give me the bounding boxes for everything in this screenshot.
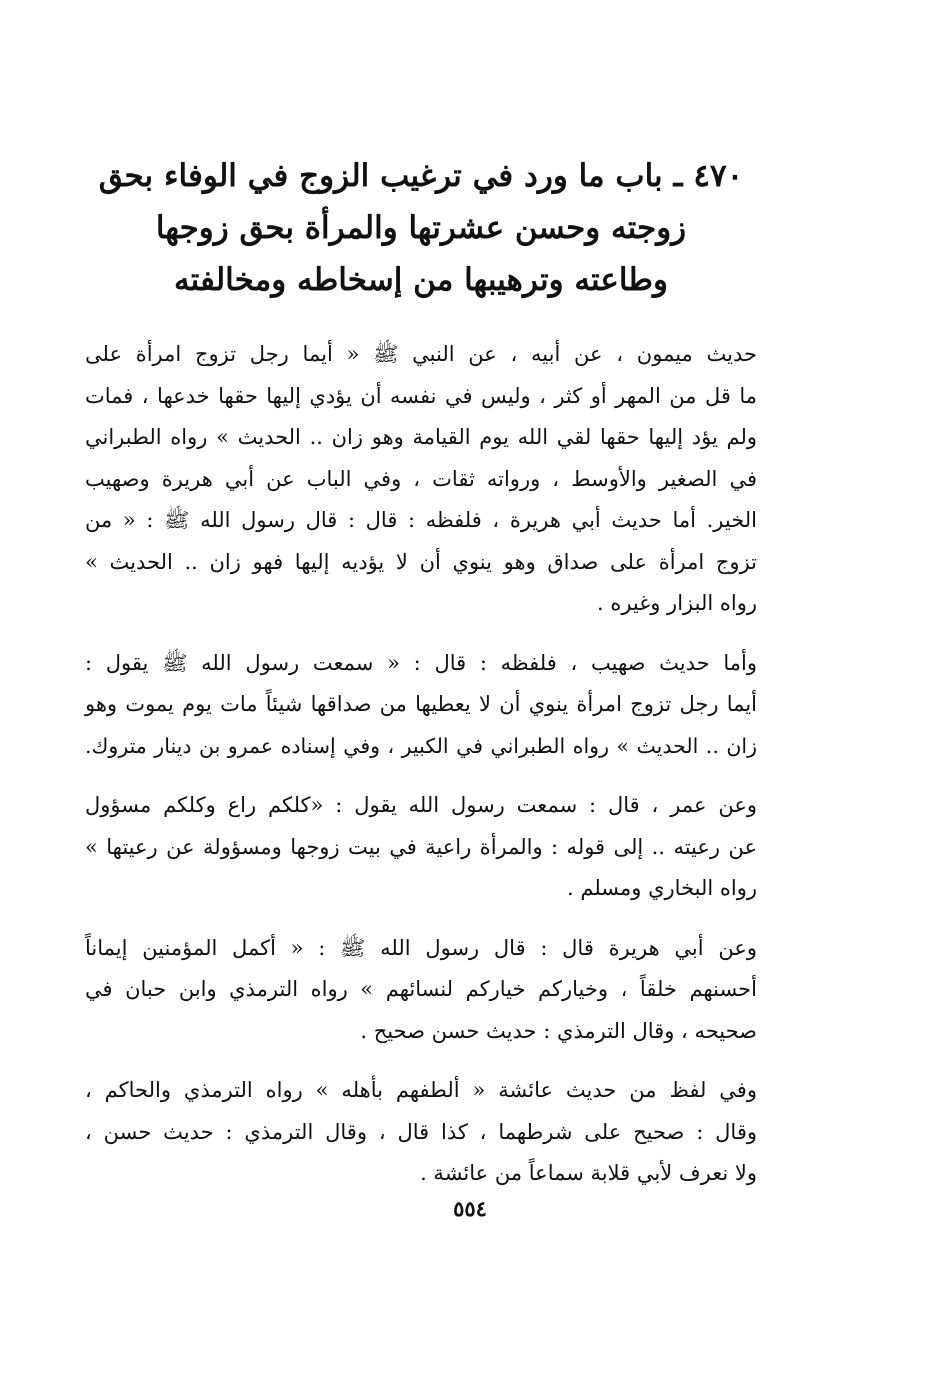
text-line: ما قل من المهر أو كثر ، وليس في نفسه أن يؤدي إليها حقها خدعها ، فمات xyxy=(85,383,757,408)
text-line: حديث ميمون ، عن أبيه ، عن النبي ﷺ « أيما رجل تزوج امرأة على xyxy=(85,342,757,366)
text-line: عن رعيته .. إلى قوله : والمرأة راعية في بيت زوجها ومسؤولة عن رعيتها » xyxy=(85,834,757,859)
text-line: تزوج امرأة على صداق وهو ينوي أن لا يؤديه إليها فهو زان .. الحديث » xyxy=(85,549,757,574)
text-line: وقال : صحيح على شرطهما ، كذا قال ، وقال الترمذي : حديث حسن ، xyxy=(85,1119,757,1144)
text-line: أيما رجل تزوج امرأة ينوي أن لا يعطيها من صداقها شيئاً مات يوم يموت وهو xyxy=(85,692,757,716)
hadith-paragraph-umar xyxy=(85,785,757,910)
hadith-paragraph-aisha xyxy=(85,1070,757,1195)
text-line: وفي لفظ من حديث عائشة « ألطفهم بأهله » رواه الترمذي والحاكم ، xyxy=(85,1078,757,1102)
text-line: صحيحه ، وقال الترمذي : حديث حسن صحيح . xyxy=(360,1018,757,1043)
text-line: ولم يؤد إليها حقها لقي الله يوم القيامة وهو زان .. الحديث » رواه الطبراني xyxy=(85,425,757,449)
chapter-title-line: وطاعته وترهيبها من إسخاطه ومخالفته xyxy=(174,262,668,298)
text-line: أحسنهم خلقاً ، وخياركم خياركم لنسائهم » رواه الترمذي وابن حبان في xyxy=(85,977,757,1001)
hadith-paragraph-suhaib xyxy=(85,643,757,768)
text-line: وأما حديث صهيب ، فلفظه : قال : « سمعت رسول الله ﷺ يقول : xyxy=(85,650,757,675)
book-page xyxy=(85,150,757,1213)
page-number: ٥٥٤ xyxy=(453,1196,487,1221)
text-line: زان .. الحديث » رواه الطبراني في الكبير ، وفي إسناده عمرو بن دينار متروك. xyxy=(85,733,757,758)
hadith-paragraph-maimun xyxy=(85,334,757,625)
hadith-paragraph-abu-hurayra xyxy=(85,928,757,1053)
text-line: وعن عمر ، قال : سمعت رسول الله يقول : «كلكم راع وكلكم مسؤول xyxy=(85,793,757,817)
text-line: رواه البزار وغيره . xyxy=(596,591,757,615)
text-line: الخير. أما حديث أبي هريرة ، فلفظه : قال : قال رسول الله ﷺ : « من xyxy=(85,508,757,532)
text-line: رواه البخاري ومسلم . xyxy=(567,876,757,900)
chapter-title xyxy=(85,150,757,306)
text-line: وعن أبي هريرة قال : قال رسول الله ﷺ : « أكمل المؤمنين إيماناً xyxy=(85,935,757,960)
text-line: ولا نعرف لأبي قلابة سماعاً من عائشة . xyxy=(420,1161,757,1185)
chapter-title-line: زوجته وحسن عشرتها والمرأة بحق زوجها xyxy=(155,210,687,246)
chapter-title-line: ٤٧٠ ـ باب ما ورد في ترغيب الزوج في الوفاء بحق xyxy=(98,158,744,194)
text-line: في الصغير والأوسط ، ورواته ثقات ، وفي الباب عن أبي هريرة وصهيب xyxy=(85,466,757,491)
